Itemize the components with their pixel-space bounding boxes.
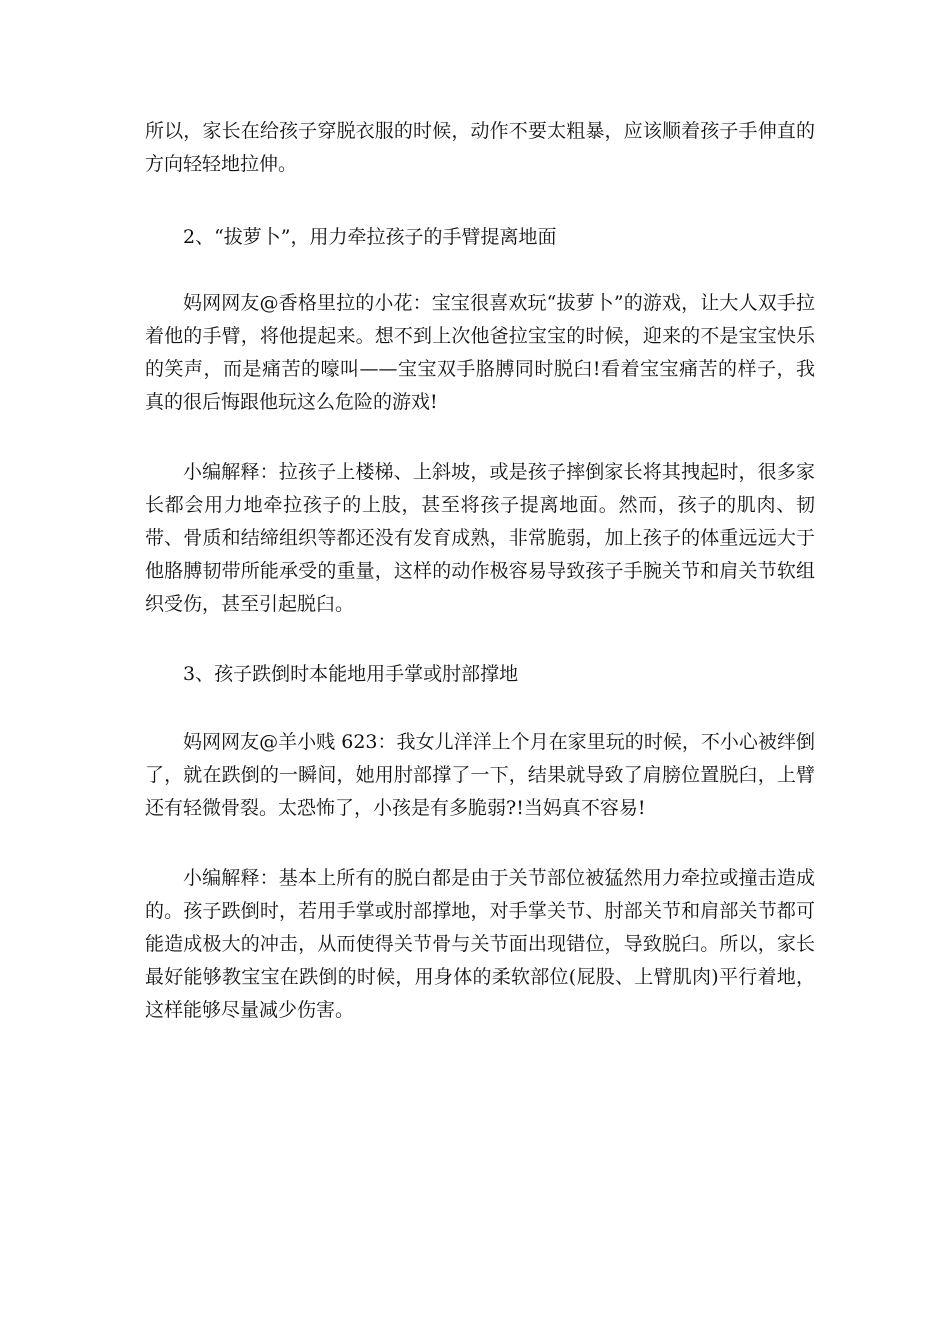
paragraph-user-story-2: 妈网网友@羊小贱 623：我女儿洋洋上个月在家里玩的时候，不小心被绊倒了，就在跌倒的一瞬间，她用肘部撑了一下，结果就导致了肩膀位置脱臼，上臂还有轻微骨裂。太恐怖了，小孩是有多脆弱?!当妈真不容易!: [145, 731, 815, 819]
section-heading-3: 3、孩子跌倒时本能地用手掌或肘部撑地: [183, 663, 519, 685]
paragraph-user-story-1: 妈网网友@香格里拉的小花：宝宝很喜欢玩“拔萝卜”的游戏，让大人双手拉着他的手臂，将他提起来。想不到上次他爸拉宝宝的时候，迎来的不是宝宝快乐的笑声，而是痛苦的嚎叫——宝宝双手胳膊同时脱臼!看着宝宝痛苦的样子，我真的很后悔跟他玩这么危险的游戏!: [145, 292, 815, 413]
paragraph-editor-explanation-1: 小编解释：拉孩子上楼梯、上斜坡，或是孩子摔倒家长将其拽起时，很多家长都会用力地牵拉孩子的上肢，甚至将孩子提离地面。然而，孩子的肌肉、韧带、骨质和结缔组织等都还没有发育成熟，非常脆弱，加上孩子的体重远远大于他胳膊韧带所能承受的重量，这样的动作极容易导致孩子手腕关节和肩关节软组织受伤，甚至引起脱臼。: [145, 461, 815, 615]
paragraph-clothing-advice: 所以，家长在给孩子穿脱衣服的时候，动作不要太粗暴，应该顺着孩子手伸直的方向轻轻地拉伸。: [145, 120, 815, 175]
section-heading-2: 2、“拔萝卜”，用力牵拉孩子的手臂提离地面: [183, 226, 557, 248]
paragraph-editor-explanation-2: 小编解释：基本上所有的脱白都是由于关节部位被猛然用力牵拉或撞击造成的。孩子跌倒时，若用手掌或肘部撑地，对手掌关节、肘部关节和肩部关节都可能造成极大的冲击，从而使得关节骨与关节面出现错位，导致脱臼。所以，家长最好能够教宝宝在跌倒的时候，用身体的柔软部位(屁股、上臂肌肉)平行着地，这样能够尽量减少伤害。: [145, 867, 815, 1021]
